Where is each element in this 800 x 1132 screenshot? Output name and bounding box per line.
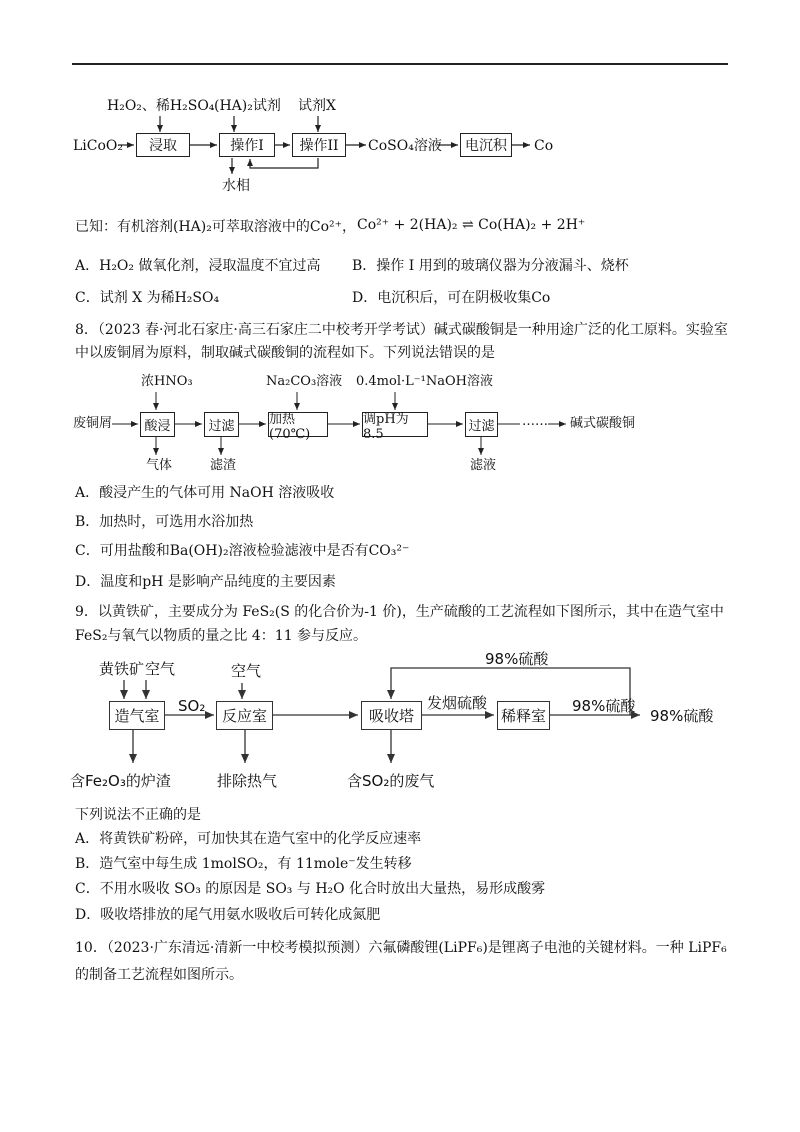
q8-option-a: A．酸浸产生的气体可用 NaOH 溶液吸收 <box>75 485 335 501</box>
q8-stem-line1: 8．（2023 春·河北石家庄·高三石家庄二中校考开学考试）碱式碳酸铜是一种用途广泛的化工原料。实验室 <box>75 322 728 338</box>
q9-mid-label: 98%硫酸 <box>572 697 636 715</box>
q8-reagent-3: 0.4mol·L⁻¹NaOH溶液 <box>356 374 493 389</box>
q8-option-c: C．可用盐酸和Ba(OH)₂溶液检验滤液中是否有CO₃²⁻ <box>75 543 410 559</box>
q8-reagent-1: 浓HNO₃ <box>141 374 193 389</box>
q9-fuming-label: 发烟硫酸 <box>427 694 488 712</box>
q9-loop-label: 98%硫酸 <box>485 650 549 668</box>
q7-option-c: C．试剂 X 为稀H₂SO₄ <box>75 290 220 306</box>
q10-stem-line1: 10．（2023·广东清远·清新一中校考模拟预测）六氟磷酸锂(LiPF₆)是锂离子电池的关键材料。一种 LiPF₆ <box>75 940 727 956</box>
q9-step-dilution: 稀释室 <box>497 701 550 730</box>
q7-step-electro: 电沉积 <box>460 133 512 157</box>
q9-out-slag: 含Fe₂O₃的炉渣 <box>70 772 171 790</box>
q7-aqueous-phase: 水相 <box>222 178 250 194</box>
q9-out-hot-gas: 排除热气 <box>217 772 278 790</box>
q9-question: 下列说法不正确的是 <box>75 807 201 823</box>
q7-reagent-1: H₂O₂、稀H₂SO₄ <box>107 98 215 114</box>
q8-start-label: 废铜屑 <box>73 416 113 431</box>
q7-end-product: Co <box>534 138 554 154</box>
q9-step-reactor: 反应室 <box>216 701 273 730</box>
q8-stem-line2: 中以废铜屑为原料，制取碱式碳酸铜的流程如下。下列说法错误的是 <box>75 345 495 361</box>
q8-step-heat: 加热(70℃) <box>268 412 328 437</box>
q7-reagent-2: (HA)₂试剂 <box>214 98 281 114</box>
q9-input-air1: 空气 <box>145 660 176 678</box>
q7-step-op1: 操作I <box>219 133 275 157</box>
q7-reagent-3: 试剂X <box>298 98 336 114</box>
q7-option-b: B．操作 I 用到的玻璃仪器为分液漏斗、烧杯 <box>352 258 629 274</box>
q9-option-c: C．不用水吸收 SO₃ 的原因是 SO₃ 与 H₂O 化合时放出大量热，易形成酸雾 <box>75 881 546 897</box>
q8-end-product: 碱式碳酸铜 <box>570 416 636 431</box>
q8-out-gas: 气体 <box>146 458 173 473</box>
q8-out-filtrate: 滤液 <box>470 458 497 473</box>
q9-out-waste-gas: 含SO₂的废气 <box>347 772 435 790</box>
q9-end-product: 98%硫酸 <box>650 707 714 725</box>
q9-option-a: A．将黄铁矿粉碎，可加快其在造气室中的化学反应速率 <box>75 831 422 847</box>
q8-option-b: B．加热时，可选用水浴加热 <box>75 514 254 530</box>
q9-input-air2: 空气 <box>231 662 262 680</box>
q7-start-label: LiCoO₂ <box>73 138 124 154</box>
q9-step-absorber: 吸收塔 <box>361 701 422 730</box>
q9-stem-line2: FeS₂与氧气以物质的量之比 4：11 参与反应。 <box>75 628 368 644</box>
q8-reagent-2: Na₂CO₃溶液 <box>266 374 343 389</box>
q7-step-leach: 浸取 <box>136 133 190 157</box>
q8-step-filter2: 过滤 <box>465 412 498 437</box>
q8-step-acid: 酸浸 <box>140 412 175 437</box>
q8-out-residue: 滤渣 <box>210 458 237 473</box>
q8-step-ph: 调pH为8.5 <box>362 412 428 437</box>
q9-so2-label: SO₂ <box>178 697 206 715</box>
q9-option-d: D．吸收塔排放的尾气用氨水吸收后可转化成氮肥 <box>75 907 381 923</box>
q7-option-d: D．电沉积后，可在阴极收集Co <box>352 290 551 306</box>
q8-option-d: D．温度和pH 是影响产品纯度的主要因素 <box>75 574 336 590</box>
q9-input-pyrite: 黄铁矿 <box>99 660 145 678</box>
q8-ellipsis: …… <box>522 414 548 429</box>
q7-option-a: A．H₂O₂ 做氧化剂，浸取温度不宜过高 <box>75 258 321 274</box>
q7-equation: Co²⁺ + 2(HA)₂ ⇌ Co(HA)₂ + 2H⁺ <box>357 217 586 233</box>
q7-mid-product: CoSO₄溶液 <box>368 138 442 154</box>
q9-option-b: B．造气室中每生成 1molSO₂，有 11mole⁻发生转移 <box>75 856 412 872</box>
q9-stem-line1: 9．以黄铁矿，主要成分为 FeS₂(S 的化合价为-1 价)，生产硫酸的工艺流程如下图所示，其中在造气室中 <box>75 604 724 620</box>
q9-step-gas-chamber: 造气室 <box>109 701 165 730</box>
q10-stem-line2: 的制备工艺流程如图所示。 <box>75 967 243 983</box>
q8-step-filter1: 过滤 <box>204 412 239 437</box>
q7-step-op2: 操作II <box>292 133 346 157</box>
q7-known: 已知：有机溶剂(HA)₂可萃取溶液中的Co²⁺， <box>75 219 356 235</box>
